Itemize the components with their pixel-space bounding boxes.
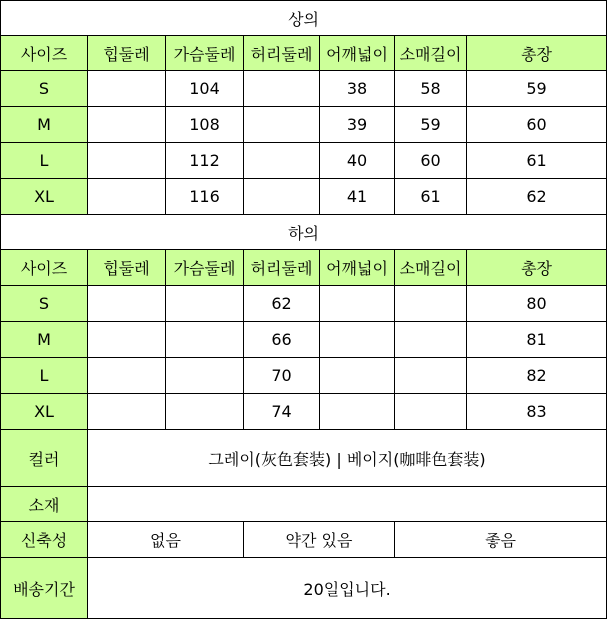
top-header-sleeve: 소매길이 <box>395 36 467 71</box>
material-row <box>1 487 607 522</box>
top-section-title: 상의 <box>1 1 607 36</box>
table-cell: 58 <box>395 71 467 107</box>
table-cell: 60 <box>395 143 467 179</box>
bottom-header-shoulder: 어깨넓이 <box>320 250 395 286</box>
color-label: 컬러 <box>1 430 88 487</box>
size-cell: L <box>1 358 88 394</box>
table-cell: 83 <box>467 394 607 430</box>
table-cell: 81 <box>467 322 607 358</box>
size-cell: M <box>1 107 88 143</box>
size-cell: S <box>1 286 88 322</box>
table-row <box>1 358 607 394</box>
stretch-label: 신축성 <box>1 522 88 558</box>
table-cell: 39 <box>320 107 395 143</box>
bottom-header-size: 사이즈 <box>1 250 88 286</box>
table-cell <box>88 322 166 358</box>
material-value <box>88 487 607 522</box>
table-cell: 59 <box>467 71 607 107</box>
color-row <box>1 430 607 487</box>
table-cell <box>166 394 244 430</box>
stretch-option-none: 없음 <box>88 522 244 558</box>
stretch-option-some: 약간 있음 <box>244 522 395 558</box>
shipping-row <box>1 558 607 619</box>
table-cell <box>244 143 320 179</box>
table-cell <box>395 286 467 322</box>
table-cell <box>166 286 244 322</box>
size-cell: XL <box>1 179 88 215</box>
table-row <box>1 179 607 215</box>
top-header-size: 사이즈 <box>1 36 88 71</box>
bottom-header-chest: 가슴둘레 <box>166 250 244 286</box>
table-cell: 41 <box>320 179 395 215</box>
bottom-header-waist: 허리둘레 <box>244 250 320 286</box>
table-cell <box>320 322 395 358</box>
top-header-chest: 가슴둘레 <box>166 36 244 71</box>
bottom-header-hip: 힙둘레 <box>88 250 166 286</box>
table-cell: 104 <box>166 71 244 107</box>
table-cell <box>320 358 395 394</box>
table-cell: 59 <box>395 107 467 143</box>
table-cell <box>320 286 395 322</box>
table-cell: 80 <box>467 286 607 322</box>
table-cell: 60 <box>467 107 607 143</box>
table-cell <box>88 286 166 322</box>
table-cell: 62 <box>244 286 320 322</box>
bottom-section-title: 하의 <box>1 215 607 250</box>
size-cell: L <box>1 143 88 179</box>
table-cell <box>244 71 320 107</box>
table-cell: 66 <box>244 322 320 358</box>
bottom-header-sleeve: 소매길이 <box>395 250 467 286</box>
table-cell: 108 <box>166 107 244 143</box>
table-cell <box>88 71 166 107</box>
table-cell <box>395 394 467 430</box>
table-row <box>1 322 607 358</box>
color-value: 그레이(灰色套装) | 베이지(咖啡色套装) <box>88 430 607 487</box>
table-cell <box>88 107 166 143</box>
table-cell <box>244 179 320 215</box>
material-label: 소재 <box>1 487 88 522</box>
table-cell: 112 <box>166 143 244 179</box>
table-row <box>1 71 607 107</box>
stretch-row <box>1 522 607 558</box>
table-row <box>1 107 607 143</box>
table-cell <box>166 358 244 394</box>
table-cell: 116 <box>166 179 244 215</box>
table-cell <box>320 394 395 430</box>
table-cell <box>244 107 320 143</box>
table-cell <box>395 322 467 358</box>
table-row <box>1 143 607 179</box>
table-cell: 40 <box>320 143 395 179</box>
top-header-waist: 허리둘레 <box>244 36 320 71</box>
table-cell: 61 <box>395 179 467 215</box>
shipping-value: 20일입니다. <box>88 558 607 619</box>
table-cell: 82 <box>467 358 607 394</box>
table-cell <box>88 143 166 179</box>
shipping-label: 배송기간 <box>1 558 88 619</box>
table-cell <box>88 358 166 394</box>
size-cell: M <box>1 322 88 358</box>
table-cell <box>395 358 467 394</box>
table-cell: 70 <box>244 358 320 394</box>
bottom-header-length: 총장 <box>467 250 607 286</box>
top-header-shoulder: 어깨넓이 <box>320 36 395 71</box>
table-cell <box>88 179 166 215</box>
size-cell: XL <box>1 394 88 430</box>
table-row <box>1 286 607 322</box>
table-cell <box>166 322 244 358</box>
stretch-option-good: 좋음 <box>395 522 607 558</box>
table-cell <box>88 394 166 430</box>
table-cell: 74 <box>244 394 320 430</box>
top-header-length: 총장 <box>467 36 607 71</box>
top-header-hip: 힙둘레 <box>88 36 166 71</box>
table-cell: 62 <box>467 179 607 215</box>
table-row <box>1 394 607 430</box>
size-cell: S <box>1 71 88 107</box>
table-cell: 61 <box>467 143 607 179</box>
table-cell: 38 <box>320 71 395 107</box>
